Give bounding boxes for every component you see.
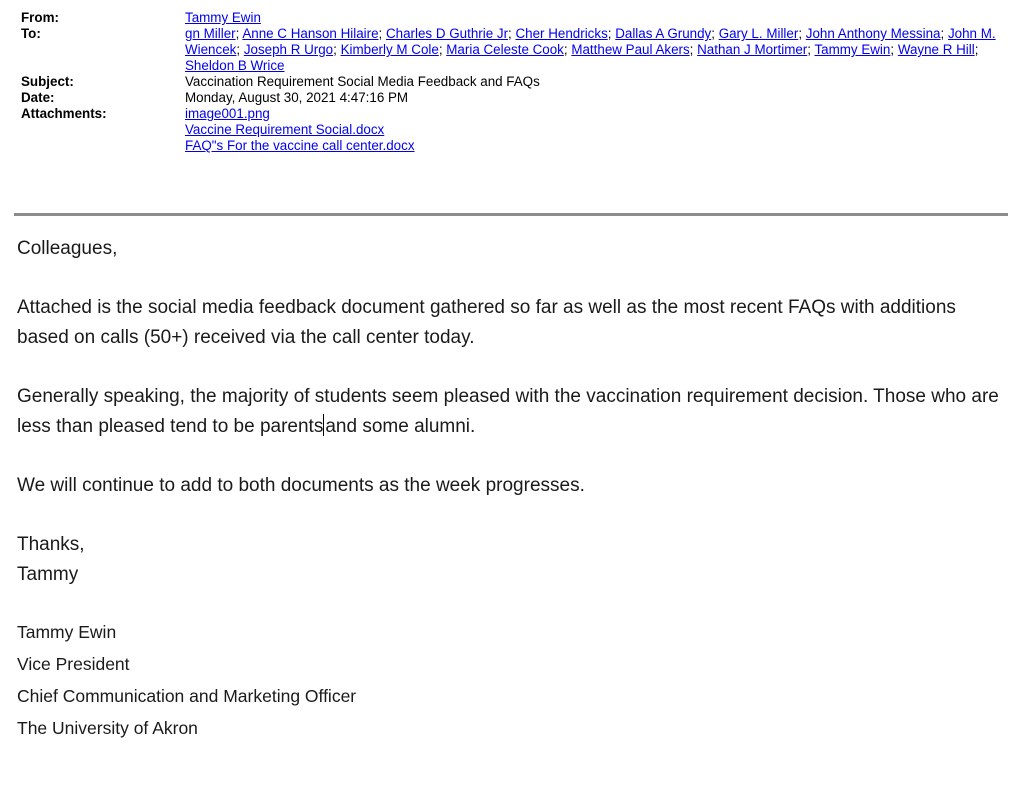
- subject-value: Vaccination Requirement Social Media Feedback and FAQs: [185, 74, 540, 89]
- recipient-link[interactable]: Tammy Ewin: [814, 42, 891, 57]
- attachment-link[interactable]: image001.png: [185, 106, 270, 121]
- signature-name: Tammy Ewin: [17, 622, 117, 642]
- recipient-link[interactable]: Sheldon B Wrice: [185, 58, 285, 73]
- attachment-list: [185, 106, 1011, 154]
- attachments-row: [21, 106, 1011, 154]
- attachment-link[interactable]: FAQ"s For the vaccine call center.docx: [185, 138, 415, 153]
- recipient-link[interactable]: John M. Wiencek: [185, 26, 996, 57]
- header-divider: [14, 213, 1008, 216]
- paragraph-2-text: Generally speaking, the majority of students seem pleased with the vaccination requirement decision. Those who are less than pleased tend to be parents: [17, 386, 999, 437]
- recipient-link[interactable]: Nathan J Mortimer: [697, 42, 808, 57]
- email-header: [21, 10, 1011, 154]
- recipient-link[interactable]: gn Miller: [185, 26, 236, 41]
- recipient-link[interactable]: Charles D Guthrie Jr: [385, 26, 509, 41]
- recipient-link[interactable]: Cher Hendricks: [515, 26, 608, 41]
- paragraph-3: We will continue to add to both documents as the week progresses.: [17, 475, 585, 496]
- recipient-link[interactable]: Maria Celeste Cook: [446, 42, 564, 57]
- recipient-link[interactable]: Joseph R Urgo: [243, 42, 334, 57]
- signature-title-2: Chief Communication and Marketing Officer: [17, 686, 357, 706]
- date-value: Monday, August 30, 2021 4:47:16 PM: [185, 90, 409, 105]
- paragraph-2: [17, 382, 1007, 442]
- signature-org: The University of Akron: [17, 718, 198, 738]
- attachments-label: Attachments:: [21, 106, 107, 121]
- recipient-link[interactable]: Gary L. Miller: [718, 26, 799, 41]
- attachment-link[interactable]: Vaccine Requirement Social.docx: [185, 122, 385, 137]
- closing-name: Tammy: [17, 564, 79, 585]
- signature-block: [17, 616, 1007, 744]
- sender-link[interactable]: Tammy Ewin: [185, 10, 261, 25]
- recipient-link[interactable]: Wayne R Hill: [897, 42, 975, 57]
- from-row: [21, 10, 1011, 26]
- email-body: [17, 234, 1007, 744]
- subject-label: Subject:: [21, 74, 74, 89]
- paragraph-2-end: and some alumni.: [325, 416, 476, 437]
- recipient-link[interactable]: Matthew Paul Akers: [571, 42, 690, 57]
- paragraph-1: Attached is the social media feedback document gathered so far as well as the most recent FAQs with additions based on calls (50+) received via the call center today.: [17, 297, 956, 348]
- subject-row: [21, 74, 1011, 90]
- greeting: Colleagues,: [17, 238, 118, 259]
- to-label: To:: [21, 26, 41, 41]
- signature-title-1: Vice President: [17, 654, 130, 674]
- recipient-link[interactable]: Anne C Hanson Hilaire: [242, 26, 379, 41]
- date-label: Date:: [21, 90, 55, 105]
- recipient-link[interactable]: Dallas A Grundy: [615, 26, 712, 41]
- recipient-link[interactable]: John Anthony Messina: [805, 26, 941, 41]
- date-row: [21, 90, 1011, 106]
- recipient-list: gn Miller; Anne C Hanson Hilaire; Charles D Guthrie Jr; Cher Hendricks; Dallas A Grundy; Gary L. Miller; John Anthony Messina; John M. Wiencek; Joseph R Urgo; Kimberly M Cole; Maria Celeste Cook; Matthew Paul Akers; Nathan J Mortimer; Tammy Ewin; Wayne R Hill; Sheldon B Wrice: [185, 26, 996, 73]
- from-label: From:: [21, 10, 59, 25]
- to-row: [21, 26, 1011, 74]
- recipient-link[interactable]: Kimberly M Cole: [340, 42, 439, 57]
- closing: Thanks,: [17, 534, 85, 555]
